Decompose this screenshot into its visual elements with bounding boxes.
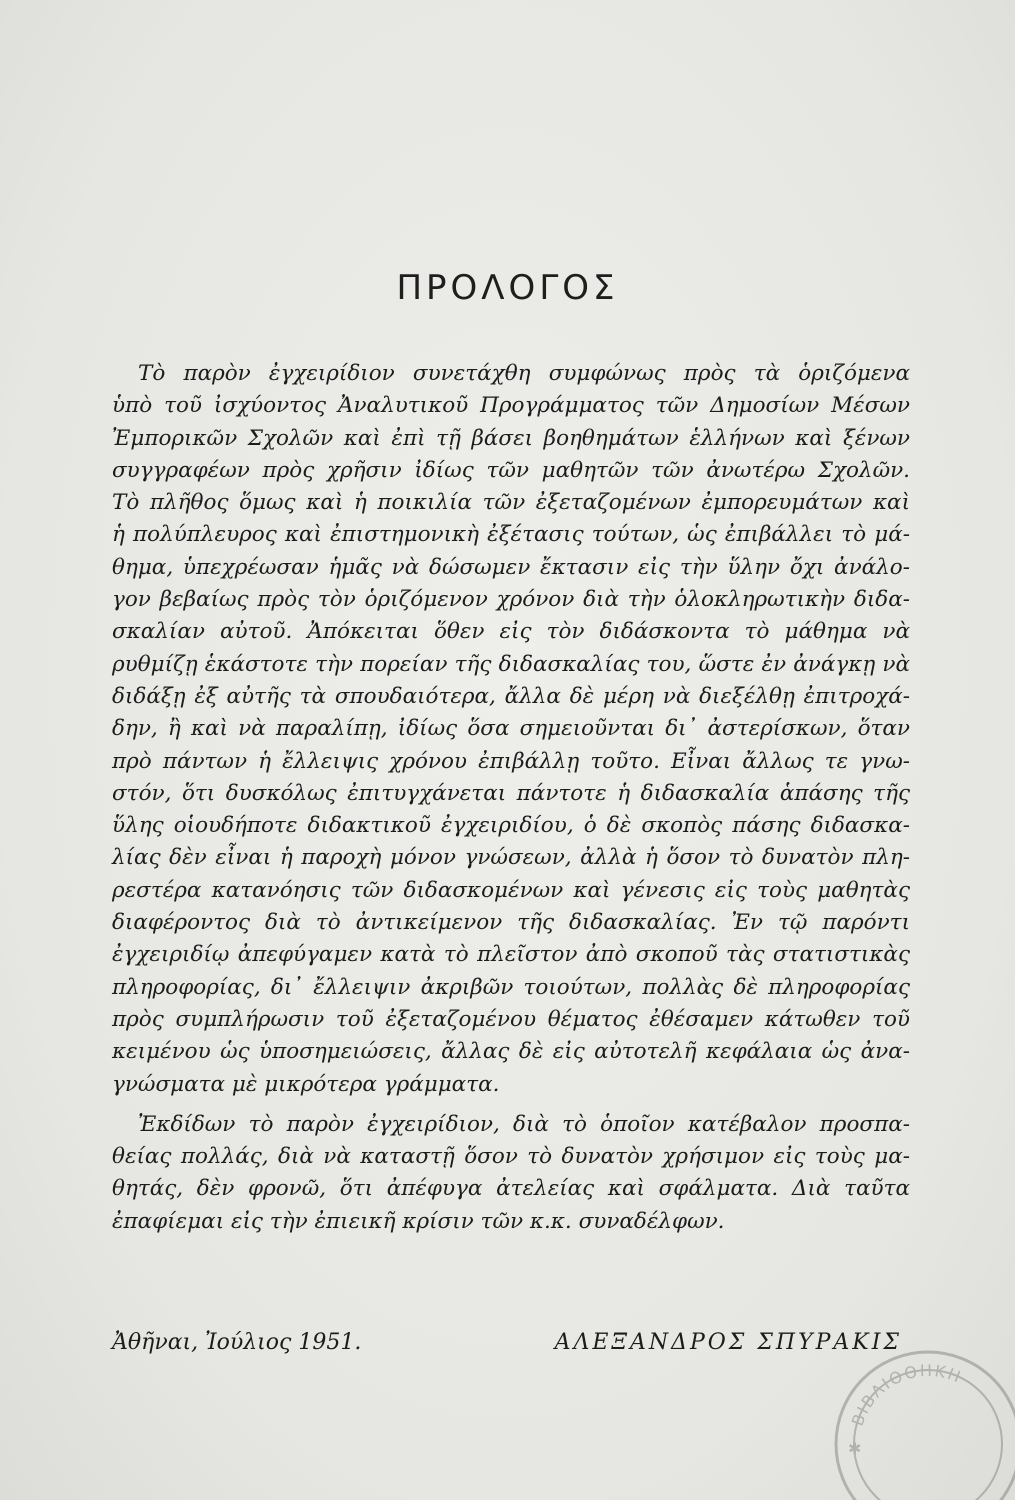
place-date: Ἀθῆναι, Ἰούλιος 1951. <box>112 1330 362 1355</box>
text-line: γνώσματα μὲ μικρότερα γράμματα. <box>112 1071 500 1097</box>
page-title: ΠΡΟΛΟΓΟΣ <box>396 268 619 308</box>
text-line: Τὸ πλῆθος ὅμως καὶ ἡ ποικιλία τῶν ἐξεταζομένων ἐμπορευμάτων καὶ <box>112 490 910 516</box>
text-line: Ἐκδίδων τὸ παρὸν ἐγχειρίδιον, διὰ τὸ ὁποῖον κατέβαλον προσπα- <box>138 1111 910 1137</box>
text-line: συγγραφέων πρὸς χρῆσιν ἰδίως τῶν μαθητῶν τῶν ἀνωτέρω Σχολῶν. <box>112 457 910 483</box>
text-line: δην, ἢ καὶ νὰ παραλίπῃ, ἰδίως ὅσα σημειοῦνται δι᾽ ἀστερίσκων, ὅταν <box>112 716 910 742</box>
text-line: ρεστέρα κατανόησις τῶν διδασκομένων καὶ γένεσις εἰς τοὺς μαθητὰς <box>112 877 910 903</box>
text-line: στόν, ὅτι δυσκόλως ἐπιτυγχάνεται πάντοτε ἡ διδασκαλία ἁπάσης τῆς <box>112 780 910 806</box>
text-line: πρὸς συμπλήρωσιν τοῦ ἐξεταζομένου θέματος ἐθέσαμεν κάτωθεν τοῦ <box>112 1006 910 1032</box>
text-line: διαφέροντος διὰ τὸ ἀντικείμενον τῆς διδασκαλίας. Ἐν τῷ παρόντι <box>112 910 910 936</box>
text-line: ρυθμίζῃ ἑκάστοτε τὴν πορείαν τῆς διδασκαλίας του, ὥστε ἐν ἀνάγκῃ νὰ <box>112 651 910 677</box>
text-line: ὕλης οἱουδήποτε διδακτικοῦ ἐγχειριδίου, ὁ δὲ σκοπὸς πάσης διδασκα- <box>112 813 910 839</box>
text-line: Ἐμπορικῶν Σχολῶν καὶ ἐπὶ τῇ βάσει βοηθημάτων ἑλλήνων καὶ ξένων <box>112 425 910 451</box>
text-line: διδάξῃ ἐξ αὐτῆς τὰ σπουδαιότερα, ἄλλα δὲ μέρη νὰ διεξέλθῃ ἐπιτροχά- <box>112 683 910 709</box>
stamp-text: ΒΙΒΛΙΟΘΗΚΗ <box>847 1360 965 1429</box>
text-line: πληροφορίας, δι᾽ ἔλλειψιν ἀκριβῶν τοιούτων, πολλὰς δὲ πληροφορίας <box>112 974 910 1000</box>
text-line: θημα, ὑπεχρέωσαν ἡμᾶς νὰ δώσωμεν ἔκτασιν εἰς τὴν ὕλην ὄχι ἀνάλο- <box>112 554 910 580</box>
svg-text:ΒΙΒΛΙΟΘΗΚΗ <box>848 1361 965 1428</box>
text-line: πρὸ πάντων ἡ ἔλλειψις χρόνου ἐπιβάλλῃ τοῦτο. Εἶναι ἄλλως τε γνω- <box>112 748 910 774</box>
text-line: ὑπὸ τοῦ ἰσχύοντος Ἀναλυτικοῦ Προγράμματος τῶν Δημοσίων Μέσων <box>112 393 910 419</box>
paragraph-1 <box>112 358 910 1101</box>
text-line: θείας πολλάς, διὰ νὰ καταστῇ ὅσον τὸ δυνατὸν χρήσιμον εἰς τοὺς μα- <box>112 1144 910 1170</box>
text-line: γον βεβαίως πρὸς τὸν ὁριζόμενον χρόνον διὰ τὴν ὁλοκληρωτικὴν διδα- <box>112 587 910 613</box>
paragraph-2 <box>112 1109 910 1238</box>
library-stamp <box>808 1334 1015 1500</box>
stamp-icon <box>808 1334 1015 1500</box>
text-line: ἐπαφίεμαι εἰς τὴν ἐπιεικῆ κρίσιν τῶν κ.κ. συναδέλφων. <box>112 1208 725 1234</box>
preface-body <box>112 358 910 1238</box>
text-line: κειμένου ὡς ὑποσημειώσεις, ἄλλας δὲ εἰς αὐτοτελῆ κεφάλαια ὡς ἀνα- <box>112 1039 910 1065</box>
text-line: λίας δὲν εἶναι ἡ παροχὴ μόνον γνώσεων, ἀλλὰ ἡ ὅσον τὸ δυνατὸν πλη- <box>112 845 910 871</box>
svg-text:✱: ✱ <box>848 1439 862 1458</box>
text-line: θητάς, δὲν φρονῶ, ὅτι ἀπέφυγα ἀτελείας καὶ σφάλματα. Διὰ ταῦτα <box>112 1176 910 1202</box>
text-line: Τὸ παρὸν ἐγχειρίδιον συνετάχθη συμφώνως πρὸς τὰ ὁριζόμενα <box>138 361 910 386</box>
text-line: ἡ πολύπλευρος καὶ ἐπιστημονικὴ ἐξέτασις τούτων, ὡς ἐπιβάλλει τὸ μά- <box>112 522 910 548</box>
author-name: ΑΛΕΞΑΝΔΡΟΣ ΣΠΥΡΑΚΙΣ <box>554 1330 902 1355</box>
text-line: ἐγχειριδίῳ ἀπεφύγαμεν κατὰ τὸ πλεῖστον ἀπὸ σκοποῦ τὰς στατιστικὰς <box>112 942 910 968</box>
text-line: σκαλίαν αὐτοῦ. Ἀπόκειται ὅθεν εἰς τὸν διδάσκοντα τὸ μάθημα νὰ <box>112 619 910 645</box>
